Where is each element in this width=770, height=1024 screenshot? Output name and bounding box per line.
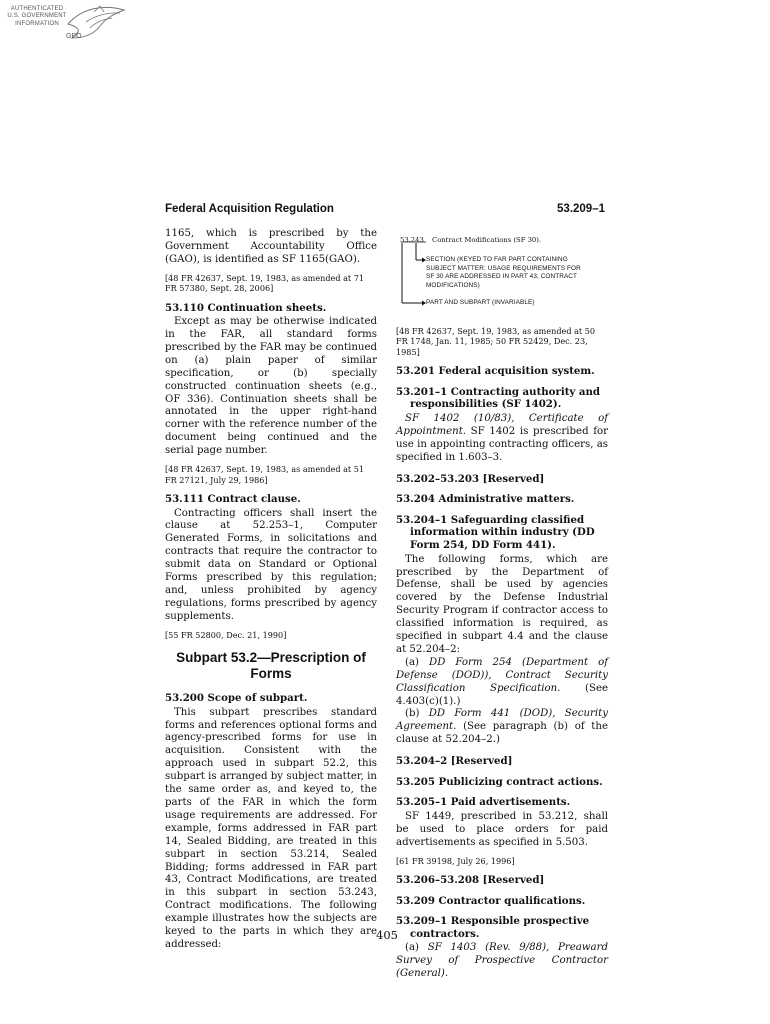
- paragraph-53-204-1-a: [396, 657, 608, 709]
- paragraph-text: (See 4.403(c)(1).): [396, 682, 608, 707]
- seal-gpo-label: GPO: [66, 33, 82, 40]
- paragraph-53-110: Except as may be otherwise indicated in the FAR, all standard forms prescribed by the FAR may be continued on (a) plain paper of similar specification, or (b) specially constructed continuation sheets (e.g., OF 336). Continuation sheets shall be annotated in the upper right-hand corner with the reference number of the document being continued and the serial page number.: [165, 316, 377, 457]
- section-heading-53-204: 53.204 Administrative matters.: [396, 493, 575, 506]
- gpo-authentication-seal: [4, 4, 144, 52]
- diagram-section-title: Contract Modifications (SF 30).: [432, 236, 542, 244]
- citation: [48 FR 42637, Sept. 19, 1983, as amended at 51 FR 27121, July 29, 1986]: [165, 464, 365, 485]
- form-title: SF 1403 (Rev. 9/88), Preaward Survey of Prospective Contractor (General).: [396, 942, 608, 980]
- paragraph-53-111: Contracting officers shall insert the clause at 52.253–1, Computer Generated Forms, in solicitations and contracts that require the contractor to submit data on Standard or Optional Forms prescribed by this regulation; and, unless prohibited by agency regulations, forms prescribed by agency supplements.: [165, 507, 377, 622]
- paragraph-53-204-1-b: [396, 708, 608, 747]
- section-heading-53-205: 53.205 Publicizing contract actions.: [396, 775, 603, 788]
- seal-line-2: U.S. GOVERNMENT: [7, 13, 67, 20]
- citation: [48 FR 42637, Sept. 19, 1983, as amended at 50 FR 1748, Jan. 11, 1985; 50 FR 52429, Dec. 23, 1985]: [396, 326, 596, 357]
- form-title: DD Form 441 (DOD), Security Agreement.: [396, 708, 608, 733]
- left-column: [165, 228, 377, 952]
- intro-paragraph: 1165, which is prescribed by the Government Accountability Office (GAO), is identified as SF 1165(GAO).: [165, 228, 377, 265]
- form-title: SF 1402 (10/83), Certificate of Appointment.: [396, 413, 608, 437]
- header-section-number: 53.209–1: [557, 203, 605, 215]
- section-numbering-diagram: [396, 230, 608, 320]
- section-heading-53-202: 53.202–53.203 [Reserved]: [396, 472, 545, 485]
- citation: [48 FR 42637, Sept. 19, 1983, as amended at 71 FR 57380, Sept. 28, 2006]: [165, 272, 365, 294]
- section-heading-53-206: 53.206–53.208 [Reserved]: [396, 874, 545, 887]
- page-number: 405: [376, 928, 398, 942]
- paragraph-53-201-1: [396, 413, 608, 465]
- paragraph-label: (a): [405, 656, 430, 668]
- header-title: Federal Acquisition Regulation: [165, 203, 334, 215]
- section-heading-53-204-2: 53.204–2 [Reserved]: [396, 755, 513, 768]
- paragraph-label: (b): [405, 708, 429, 720]
- right-column: [396, 228, 608, 981]
- section-heading-53-111: 53.111 Contract clause.: [165, 492, 301, 505]
- section-heading-53-110: 53.110 Continuation sheets.: [165, 301, 327, 314]
- running-header: [165, 203, 605, 219]
- paragraph-53-204-1: The following forms, which are prescribed by the Department of Defense, shall be used by agencies covered by the Defense Industrial Security Program if contractor access to classified information is required, as specified in subpart 4.4 and the clause at 52.204–2:: [396, 553, 608, 655]
- paragraph-label: (a): [405, 942, 428, 954]
- diagram-section-code: 53.243: [400, 236, 424, 244]
- form-title: DD Form 254 (Department of Defense (DOD)), Contract Security Classification Specification.: [396, 656, 608, 694]
- section-heading-53-205-1: 53.205–1 Paid advertisements.: [396, 796, 571, 809]
- diagram-part-note: PART AND SUBPART (INVARIABLE): [426, 299, 535, 306]
- paragraph-53-205-1: SF 1449, prescribed in 53.212, shall be used to place orders for paid advertisements as specified in 5.503.: [396, 810, 608, 848]
- citation: [61 FR 39198, July 26, 1996]: [396, 855, 515, 866]
- section-heading-53-209-1: 53.209–1 Responsible prospective contractors.: [396, 915, 590, 940]
- section-heading-53-209: 53.209 Contractor qualifications.: [396, 894, 586, 907]
- paragraph-text: SF 1402 is prescribed for use in appointing contracting officers, as specified in 1.603–3.: [396, 425, 608, 463]
- section-heading-53-201-1: 53.201–1 Contracting authority and responsibilities (SF 1402).: [396, 385, 601, 411]
- section-heading-53-201: 53.201 Federal acquisition system.: [396, 365, 595, 378]
- paragraph-text: (See paragraph (b) of the clause at 52.204–2.): [396, 721, 608, 746]
- paragraph-53-209-1-a: [396, 942, 608, 981]
- seal-line-1: AUTHENTICATED: [10, 6, 64, 12]
- seal-line-3: INFORMATION: [15, 20, 59, 27]
- citation: [55 FR 52800, Dec. 21, 1990]: [165, 629, 287, 640]
- eagle-icon: [64, 4, 144, 52]
- subpart-title: Subpart 53.2—Prescription of Forms: [176, 650, 366, 682]
- section-heading-53-204-1: 53.204–1 Safeguarding classified information within industry (DD Form 254, DD Form 441).: [396, 513, 595, 551]
- paragraph-53-200: This subpart prescribes standard forms and references optional forms and agency-prescribed forms for use in acquisition. Consistent with the approach used in subpart 52.2, this subpart is arranged by subject matter, in the same order as, and keyed to, the parts of the FAR in which the form usage requirements are addressed. For example, forms addressed in FAR part 14, Sealed Bidding, are treated in this subpart in section 53.214, Sealed Bidding; forms addressed in FAR part 43, Contract Modifications, are treated in this subpart in section 53.243, Contract modifications. The following example illustrates how the subjects are keyed to the parts in which they are addressed:: [165, 706, 377, 950]
- section-heading-53-200: 53.200 Scope of subpart.: [165, 692, 308, 705]
- diagram-section-note: SECTION (KEYED TO FAR PART CONTAINING SUBJECT MATTER; USAGE REQUIREMENTS FOR SF 30 ARE ADDRESSED IN PART 43, CONTRACT MODIFICATIONS): [426, 256, 581, 289]
